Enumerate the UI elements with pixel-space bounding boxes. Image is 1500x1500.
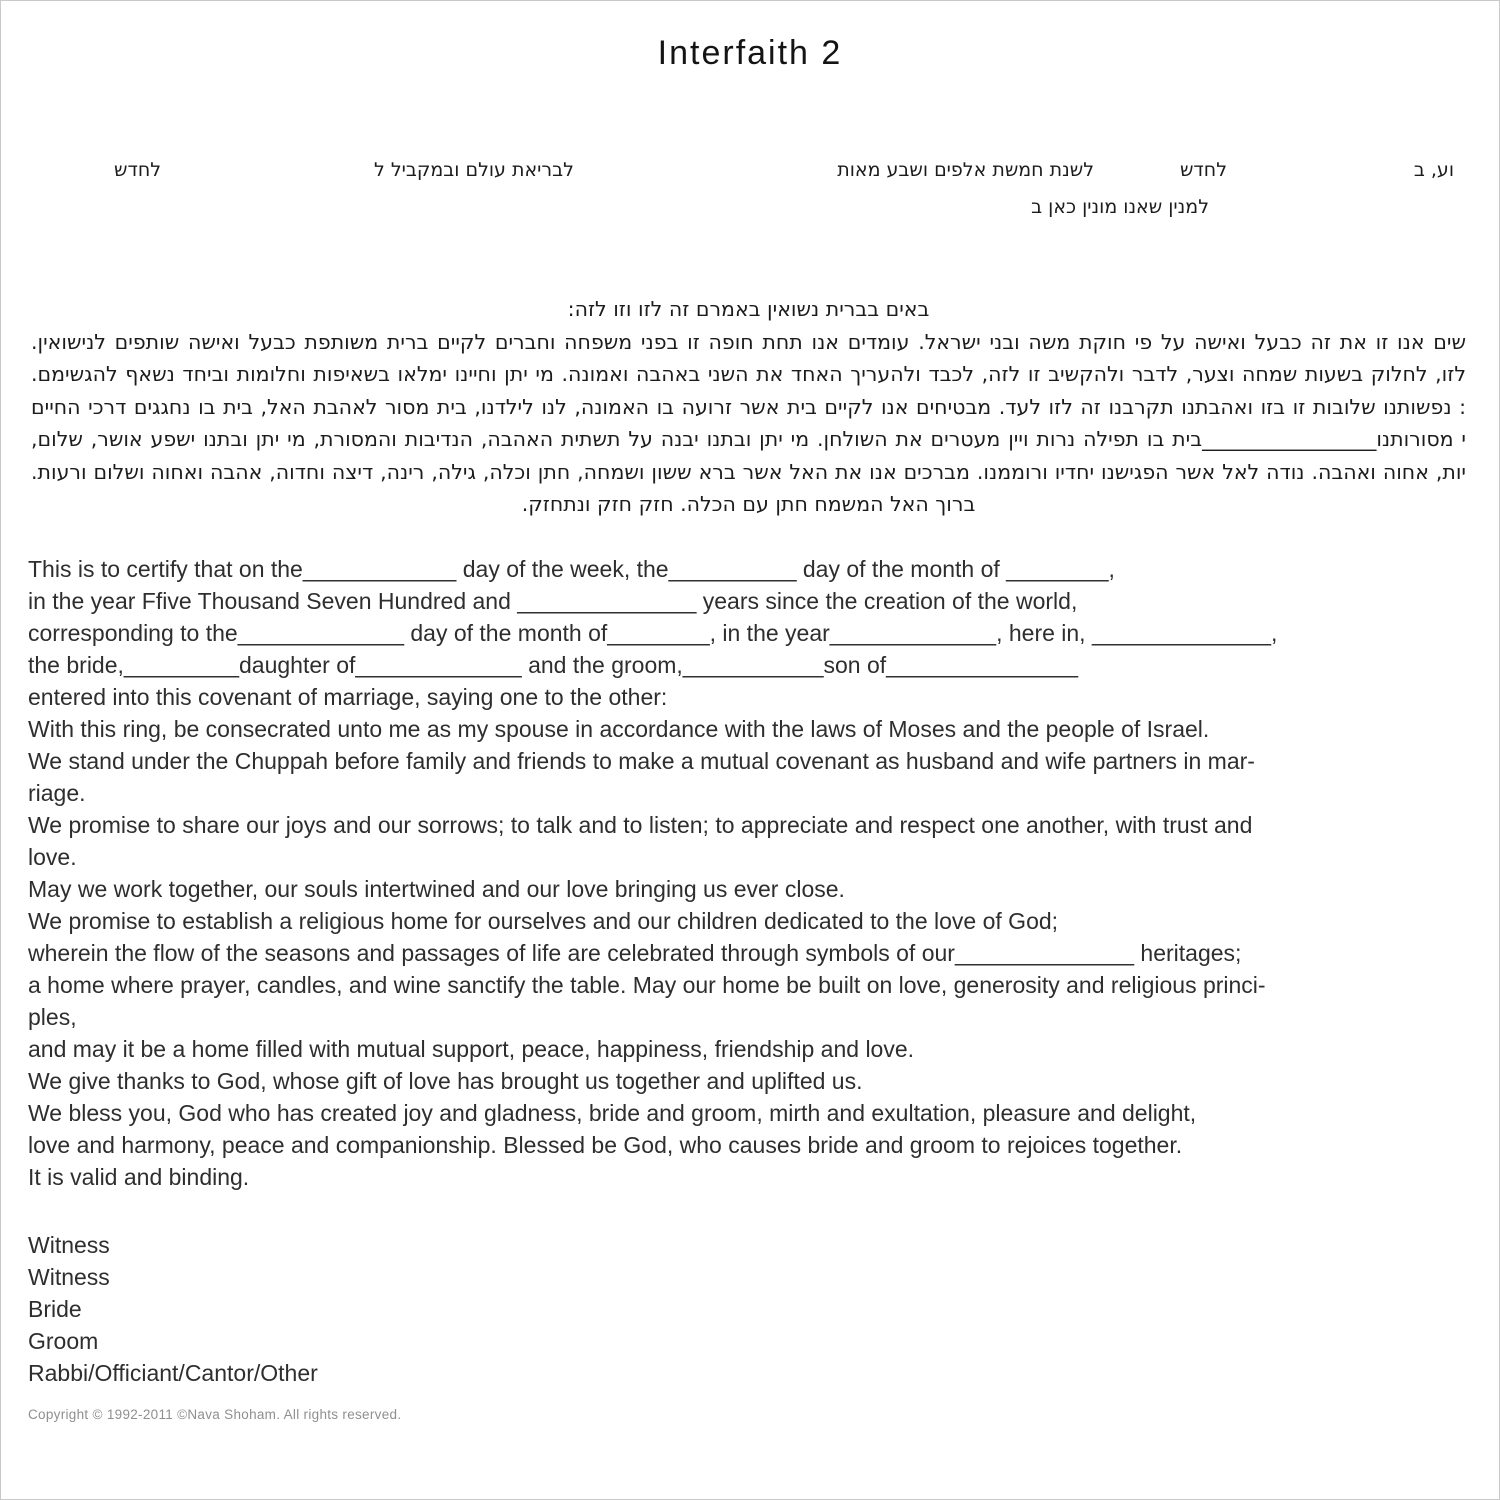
english-line: We promise to share our joys and our sorrows; to talk and to listen; to appreciate and respect one another, with trust and — [28, 812, 1253, 838]
copyright-notice: Copyright © 1992-2011 ©Nava Shoham. All rights reserved. — [28, 1407, 402, 1422]
english-line: and may it be a home filled with mutual support, peace, happiness, friendship and love. — [28, 1036, 915, 1062]
signature-line-witness-1: Witness — [28, 1232, 110, 1258]
english-covenant-text — [28, 553, 1476, 1193]
english-line: entered into this covenant of marriage, saying one to the other: — [28, 684, 668, 710]
english-line: We give thanks to God, whose gift of love has brought us together and uplifted us. — [28, 1068, 863, 1094]
english-line: This is to certify that on the____________ day of the week, the__________ day of the month of ________, — [28, 556, 1115, 582]
english-line: We promise to establish a religious home for ourselves and our children dedicated to the love of God; — [28, 908, 1059, 934]
hebrew-covenant-paragraph — [31, 293, 1466, 521]
english-line: the bride,_________daughter of_____________ and the groom,___________son of_______________ — [28, 652, 1079, 678]
english-line: love and harmony, peace and companionship. Blessed be God, who causes bride and groom to rejoices together. — [28, 1132, 1183, 1158]
signature-line-officiant: Rabbi/Officiant/Cantor/Other — [28, 1360, 318, 1386]
english-line: corresponding to the_____________ day of the month of________, in the year_____________, here in, ______________, — [28, 620, 1278, 646]
hebrew-paragraph-line: י מסורותנו_________________בית בו תפילה נרות ויין מעטרים את השולחן. מי יתן ובתנו יבנה על תשתית האהבה, הנדיבות והמסורת, מי יתן ובתנו ישפע אושר, שלום, — [31, 427, 1466, 451]
hebrew-year-phrase: לשנת חמשת אלפים ושבע מאות — [837, 159, 1094, 181]
hebrew-month-label: לחדש — [1179, 159, 1227, 181]
hebrew-date-header — [1, 159, 1499, 234]
hebrew-month-label-2: לחדש — [114, 159, 162, 181]
hebrew-paragraph-line: : נפשותנו שלובות זו בזו ואהבתנו תקרבנו זה לזו לעד. מבטיחים אנו לקיים בית אשר זרועה בו האמונה, לנו לילדנו, בית מסור לאהבת האל, בית בו נחגגים דרכי החיים — [31, 394, 1466, 419]
english-line: wherein the flow of the seasons and passages of life are celebrated through symbols of our______________ heritages; — [28, 940, 1242, 966]
signature-line-witness-2: Witness — [28, 1264, 110, 1290]
hebrew-paragraph-line: לזו, לחלוק בשעות שמחה וצער, לדבר ולהקשיב זו לזה, לכבד ולהעריך האחד את השני באהבה ואמונה. מי יתן וחיינו ימלאו בשאיפות וחלומות וביחד נשאף להגשימם. — [31, 362, 1466, 386]
hebrew-creation-phrase: לבריאת עולם ובמקביל ל — [374, 159, 574, 181]
english-line: We bless you, God who has created joy and gladness, bride and groom, mirth and exultation, pleasure and delight, — [28, 1100, 1197, 1126]
english-line: With this ring, be consecrated unto me as my spouse in accordance with the laws of Moses and the people of Israel. — [28, 716, 1210, 742]
hebrew-paragraph-line: שים אנו זו את זה כבעל ואישה על פי חוקת משה ובני ישראל. עומדים אנו תחת חופה זו בפני משפחה וחברים לקיים ברית משותפת כבעל ואישה שותפים לנישואין. — [31, 329, 1466, 354]
signature-block — [28, 1229, 318, 1389]
signature-line-groom: Groom — [28, 1328, 99, 1354]
hebrew-paragraph-line: יות, אחוה ואהבה. נודה לאל אשר הפגישנו יחדיו ורוממנו. מברכים אנו את האל אשר ברא ששון ושמחה, חתן וכלה, גילה, רינה, דיצה וחדוה, אהבה ואחוה ושלום ורעות. — [31, 459, 1466, 484]
hebrew-count-phrase: למנין שאנו מונין כאן ב — [1031, 196, 1209, 218]
hebrew-opening-line: באים בברית נשואין באמרם זה לזו וזו לזה: — [567, 297, 930, 321]
english-line: a home where prayer, candles, and wine sanctify the table. May our home be built on love, generosity and religious princi- — [28, 972, 1266, 998]
hebrew-day-prefix: וע, ב — [1413, 159, 1454, 181]
english-line: ples, — [28, 1004, 77, 1030]
page-title: Interfaith 2 — [657, 34, 843, 72]
english-line: riage. — [28, 780, 86, 806]
english-line: May we work together, our souls intertwined and our love bringing us ever close. — [28, 876, 845, 902]
hebrew-closing-blessing: ברוך האל המשמח חתן עם הכלה. חזק חזק ונתחזק. — [521, 492, 976, 516]
english-line: love. — [28, 844, 77, 870]
signature-line-bride: Bride — [28, 1296, 82, 1322]
english-line: We stand under the Chuppah before family and friends to make a mutual covenant as husband and wife partners in mar- — [28, 748, 1255, 774]
english-line: in the year Ffive Thousand Seven Hundred and ______________ years since the creation of the world, — [28, 588, 1078, 614]
english-line: It is valid and binding. — [28, 1164, 250, 1190]
